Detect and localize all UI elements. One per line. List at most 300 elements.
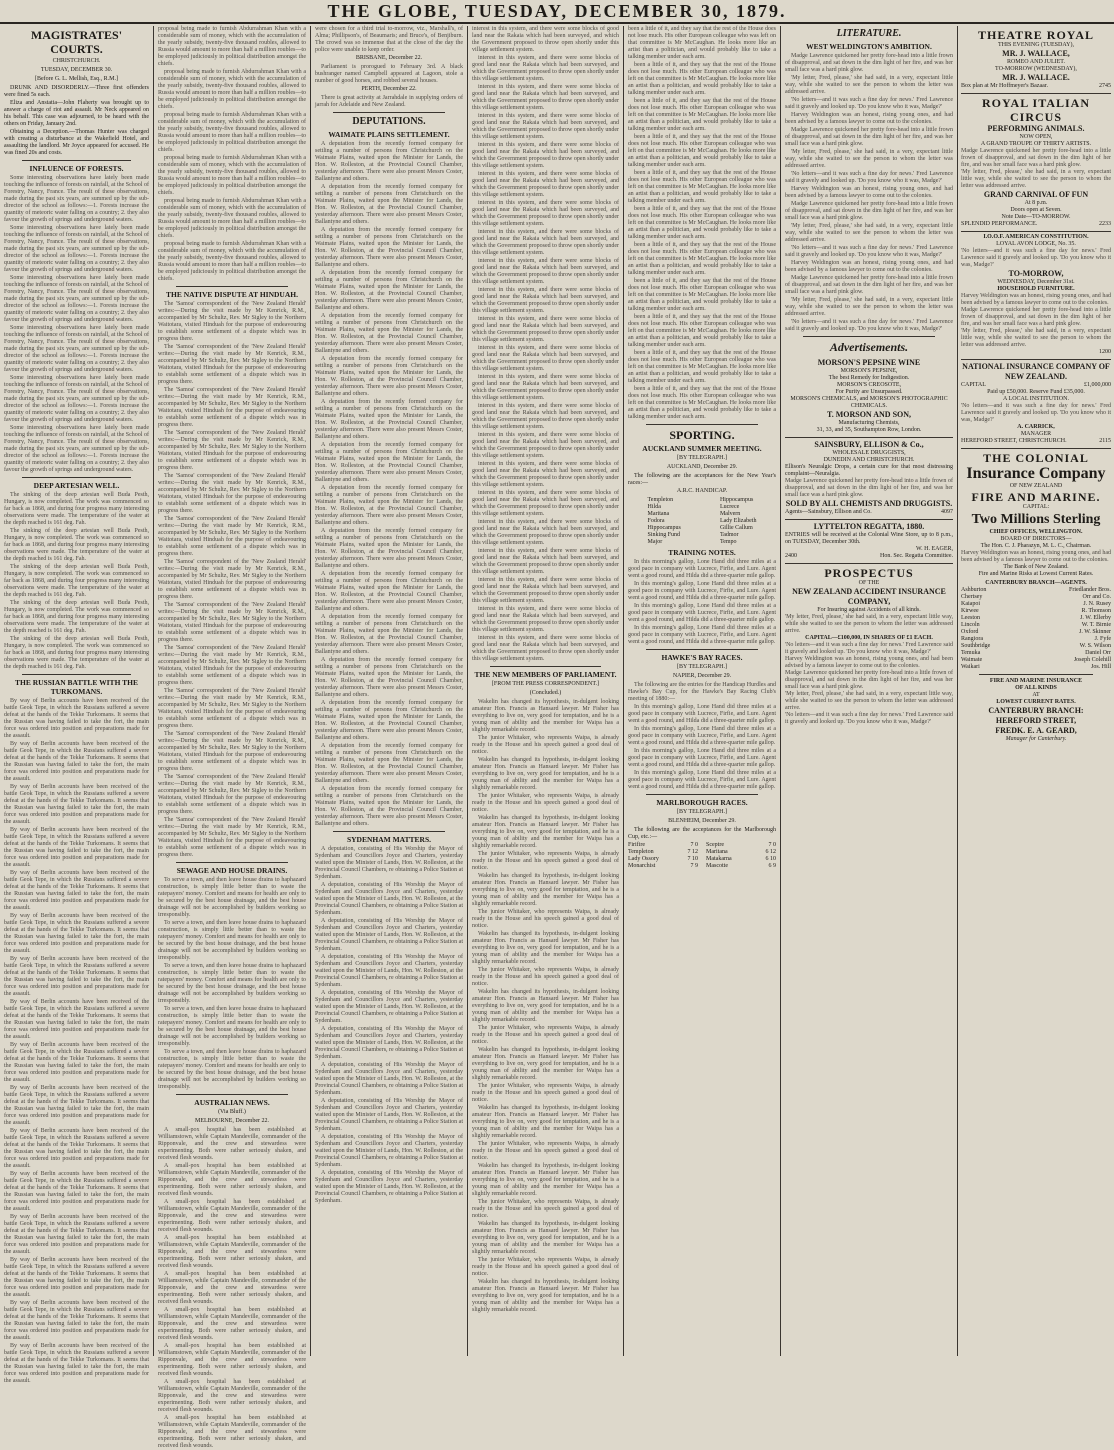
austral-paragraph: A small-pox hospital has been established at Williamstown, while Captain Mandeville, commander of the Ripponvale, and the crew and stewardess were experimenting. Both were rather seriously shaken, and received flesh wounds.: [158, 1163, 306, 1197]
divider: [333, 831, 445, 832]
ad-footer: [961, 83, 1111, 90]
story-paragraph: 'My letter, Fred, please,' she had said, in a very, expectant little way, while she waited to see the person to whom the letter was addressed arrive.: [785, 75, 953, 95]
ad-line: NOW OPEN,: [1019, 134, 1053, 140]
story-paragraph: 'No letters—and it was such a fine day for news.' Fred Lawrence said it gravely and looked up. 'Do you know who it was, Madge?': [785, 97, 953, 110]
column-5: [628, 26, 776, 1356]
artesian-heading: DEEP ARTESIAN WELL.: [33, 481, 120, 490]
article-paragraph: been a little of it, and they say that the rest of the House does not lose much. His other European colleague who was left on that committee is Mr McCaughan. He looks more like an artist than a politician, and would probably like to take a talking member under each arm.: [628, 98, 776, 132]
newmembers-paragraph: Wakelin has changed its hypothesis, in-dulgent looking amateur Hon. Francis as Hansard lawyer. Mr Fisher has everything to live on, very good for temptation, and he is a young man of ability and the member for Waipa has a slightly remarkable record.: [472, 1105, 619, 1139]
article-paragraph: proposal being made to furnish Abdurrahman Khan with a considerable sum of money, which with the accumulation of the yearly subsidy, twenty-five thousand roubles, allowed to Russia would amount to more than half a million roubles—to be employed judiciously in political distribution amongst the chiefs.: [158, 112, 306, 153]
agent-place: Lincoln: [961, 622, 980, 628]
training-paragraph: In this morning's gallop, Lone Hand did three miles at a good pace in company with Lucrece, Firfie, and Lure. Agent went a good round, and Hilda did a three-quarter mile gallop.: [628, 581, 776, 601]
ad-line: Madge Lawrence quickened her pretty fore-head into a little frown of disapproval, and sat down in the dim light of her fire, and was her small face was a hard pink glow.: [785, 478, 953, 498]
ad-line: Doors open at Seven.: [1010, 207, 1062, 213]
literature-heading: LITERATURE.: [836, 28, 902, 39]
story-paragraph: Madge Lawrence quickened her pretty fore-head into a little frown of disapproval, and sat down in the dim light of her fire, and was her small face was a hard pink glow.: [785, 127, 953, 147]
waimate-paragraph: A deputation from the recently formed company for settling a number of persons from Christchurch on the Waimate Plains, waited upon the Minister for Lands, the Hon. W. Rolleston, at the Provincial Council Chamber, yesterday afternoon. There were also present Messrs Coster, Ballantyne and others.: [315, 141, 463, 182]
artesian-paragraph: The sinking of the deep artesian well Buda Pesth, Hungary, is now completed. The work was commenced so far back as 1868, and during four progress many interesting observations were made. The temperature of the water at the depth reached is 161 deg. Fah.: [4, 492, 149, 526]
ad-line: Box plan at Mr Hoffmeyer's Bazaar.: [961, 83, 1048, 89]
horse-name: Hippocampus: [719, 497, 754, 503]
ad-line: Madge Lawrence quickened her pretty fore-head into a little frown of disapproval, and sat down in the dim light of her fire, and was her small face was a hard pink glow.: [961, 148, 1111, 168]
article-paragraph: been a little of it, and they say that the rest of the House does not lose much. His other European colleague who was left on that committee is Mr McCaughan. He looks more like an artist than a politician, and would probably like to take a talking member under each arm.: [628, 206, 776, 240]
court-date: TUESDAY, DECEMBER 30.: [40, 67, 113, 73]
weight-lb: 9: [773, 863, 776, 869]
russian-paragraph: By way of Berlin accounts have been received of the battle Geok Tepe, in which the Russians suffered a severe defeat at the hands of the Tekke Turkomans. It seems that the Russian was having failed to take the fort, the main force was ordered into position and preparations made for the assault.: [4, 1343, 149, 1384]
ad-line: ROMEO AND JULIET.: [1006, 59, 1066, 65]
ad-line: TO-MORROW,: [1008, 269, 1064, 278]
article-paragraph: interest in this system, and there were some blocks of good land near the Rakaia which had been surveyed, and which the Government proposed to throw open shortly under this village settlement system.: [472, 84, 619, 111]
weight-row: [706, 849, 776, 856]
austral-paragraph: A small-pox hospital has been established at Williamstown, while Captain Mandeville, commander of the Ripponvale, and the crew and stewardess were experimenting. Both were rather seriously shaken, and received flesh wounds.: [158, 1271, 306, 1305]
ad-line: LOWEST CURRENT RATES.: [996, 699, 1076, 705]
ad-line: 'My letter, Fred, please,' she had said, in a very, expectant little way, while she waited to see the person to whom the letter was addressed arrive.: [961, 328, 1111, 348]
horse-name: Firifire: [628, 842, 645, 848]
ad-line: Hon. Sec. Regatta Committee.: [880, 553, 953, 559]
austral-paragraph: A small-pox hospital has been established at Williamstown, while Captain Mandeville, commander of the Ripponvale, and the crew and stewardess were experimenting. Both were rather seriously shaken, and received flesh wounds.: [158, 1199, 306, 1233]
column-2: [158, 26, 306, 1449]
newmembers-paragraph: Wakelin has changed its hypothesis, in-dulgent looking amateur Hon. Francis as Hansard lawyer. Mr Fisher has everything to live on, very good for temptation, and he is a young man of ability and the member for Waipa has a slightly remarkable record.: [472, 815, 619, 849]
weight-row: [628, 849, 698, 856]
prospectus-ad: [785, 564, 953, 729]
ad-line: FREDK. E. A. GEARD,: [995, 726, 1077, 735]
training-paragraph: In this morning's gallop, Lone Hand did three miles at a good pace in company with Lucrece, Firfie, and Lure. Agent went a good round, and Hilda did a three-quarter mile gallop.: [628, 559, 776, 579]
ad-footer: [785, 509, 953, 516]
sewage-paragraph: To serve a town, and then leave house drains to haphazard construction, is simply little better than to waste the ratepayers' money. Comfort and means for health are only to be secured by the best house drainage, and the best house drainage will not be accomplished by builders working so irresponsibly.: [158, 963, 306, 1004]
ad-footer: [961, 349, 1111, 356]
weight-row: [706, 863, 776, 870]
story-heading: WEST WELDINGTON'S AMBITION.: [806, 42, 932, 51]
weight-st: 6: [765, 856, 769, 862]
agent-name: W. S. Wilson: [1079, 643, 1111, 649]
ad-signature: W. H. EAGER,: [916, 546, 953, 552]
russian-heading: THE RUSSIAN BATTLE WITH THE TURKOMANS.: [15, 678, 138, 696]
austral-paragraph: A small-pox hospital has been established at Williamstown, while Captain Mandeville, commander of the Ripponvale, and the crew and stewardess were experimenting. Both were rather seriously shaken, and received flesh wounds.: [158, 1307, 306, 1341]
colonial-insurance-ad: [961, 449, 1111, 746]
masthead: [0, 0, 1114, 24]
article-paragraph: interest in this system, and there were some blocks of good land near the Rakaia which had been surveyed, and which the Government proposed to throw open shortly under this village settlement system.: [472, 403, 619, 430]
ad-line: SOLD BY ALL CHEMISTS AND DRUGGISTS.: [785, 499, 953, 508]
newmembers-heading: THE NEW MEMBERS OF PARLIAMENT.: [474, 670, 617, 679]
russian-paragraph: By way of Berlin accounts have been received of the battle Geok Tepe, in which the Russians suffered a severe defeat at the hands of the Tekke Turkomans. It seems that the Russian was having failed to take the fort, the main force was ordered into position and preparations made for the assault.: [4, 698, 149, 739]
russian-paragraph: By way of Berlin accounts have been received of the battle Geok Tepe, in which the Russians suffered a severe defeat at the hands of the Tekke Turkomans. It seems that the Russian was having failed to take the fort, the main force was ordered into position and preparations made for the assault.: [4, 1214, 149, 1255]
ioof-ad: [961, 232, 1111, 360]
article-paragraph: been a little of it, and they say that the rest of the House does not lose much. His other European colleague who was left on that committee is Mr McCaughan. He looks more like an artist than a politician, and would probably like to take a talking member under each arm.: [628, 242, 776, 276]
ad-line: The Hon. C. J. Pharazyn, M. L. C., Chairman.: [980, 543, 1092, 549]
ad-line: 'My letter, Fred, please,' she had said, in a very, expectant little way, while she waited to see the person to whom the letter was addressed arrive.: [785, 691, 953, 711]
divider: [176, 862, 288, 863]
auckland-paragraph: The following are the acceptances for the New Year's races:—: [628, 473, 776, 486]
ad-line: MR. J. WALLACE.: [1002, 73, 1070, 82]
agent-row: [961, 629, 1111, 636]
article-paragraph: interest in this system, and there were some blocks of good land near the Rakaia which had been surveyed, and which the Government proposed to throw open shortly under this village settlement system.: [472, 374, 619, 401]
russian-paragraph: By way of Berlin accounts have been received of the battle Geok Tepe, in which the Russians suffered a severe defeat at the hands of the Tekke Turkomans. It seems that the Russian was having failed to take the fort, the main force was ordered into position and preparations made for the assault.: [4, 784, 149, 825]
hawkes-paragraph: In this morning's gallop, Lone Hand did three miles at a good pace in company with Lucrece, Firfie, and Lure. Agent went a good round, and Hilda did a three-quarter mile gallop.: [628, 770, 776, 790]
horse-name: Tempo: [719, 539, 737, 545]
ad-line: OF NEW ZEALAND: [1009, 483, 1063, 489]
training-paragraph: In this morning's gallop, Lone Hand did three miles at a good pace in company with Lucrece, Firfie, and Lure. Agent went a good round, and Hilda did a three-quarter mile gallop.: [628, 625, 776, 645]
divider: [646, 794, 758, 795]
ad-line: Madge Lawrence quickened her pretty fore-head into a little frown of disapproval, and sat down in the dim light of her fire, and was her small face was a hard pink glow.: [961, 307, 1111, 327]
agent-row: [961, 636, 1111, 643]
ad-line: CAPITAL:: [1022, 504, 1050, 510]
ad-number: 1200: [1099, 349, 1111, 355]
perth-dateline: PERTH, December 22.: [361, 86, 417, 92]
agent-row: [961, 615, 1111, 622]
austral-paragraph: A small-pox hospital has been established at Williamstown, while Captain Mandeville, commander of the Ripponvale, and the crew and stewardess were experimenting. Both were rather seriously shaken, and received flesh wounds.: [158, 1127, 306, 1161]
ad-line: Two Millions Sterling: [971, 512, 1101, 527]
russian-paragraph: By way of Berlin accounts have been received of the battle Geok Tepe, in which the Russians suffered a severe defeat at the hands of the Tekke Turkomans. It seems that the Russian was having failed to take the fort, the main force was ordered into position and preparations made for the assault.: [4, 1257, 149, 1298]
weight-lb: 9: [695, 863, 698, 869]
hawkes-heading: HAWKE'S BAY RACES.: [661, 653, 743, 662]
newmembers-paragraph: The junior Whitaker, who represents Waipa, is already ready in the House and his speech gained a good deal of notice.: [472, 851, 619, 871]
brisbane-dateline: BRISBANE, December 22.: [355, 55, 423, 61]
ad-number: 2233: [1099, 221, 1111, 227]
agent-place: Kirwee: [961, 608, 979, 614]
newmembers-paragraph: The junior Whitaker, who represents Waipa, is already ready in the House and his speech gained a good deal of notice.: [472, 793, 619, 813]
ad-line: A GRAND TROUPE OF THIRTY ARTISTS.: [980, 141, 1092, 147]
article-paragraph: interest in this system, and there were some blocks of good land near the Rakaia which had been surveyed, and which the Government proposed to throw open shortly under this village settlement system.: [472, 258, 619, 285]
ad-line: Manufacturing Chemists,: [838, 420, 900, 426]
article-paragraph: interest in this system, and there were some blocks of good land near the Rakaia which had been surveyed, and which the Government proposed to throw open shortly under this village settlement system.: [472, 461, 619, 488]
agent-place: Waimate: [961, 657, 983, 663]
ad-line: For Insuring against Accidents of all kinds.: [817, 607, 921, 613]
horse-name: Fodora: [647, 518, 665, 524]
horse-name: Maritana: [647, 511, 670, 517]
column-rule: [310, 26, 311, 1356]
divider: [22, 160, 131, 161]
agent-name: J. N. Rusey: [1083, 601, 1111, 607]
ad-line: Note Date—TO-MORROW.: [1001, 214, 1071, 220]
article-paragraph: interest in this system, and there were some blocks of good land near the Rakaia which had been surveyed, and which the Government proposed to throw open shortly under this village settlement system.: [472, 26, 619, 53]
column-rule: [780, 26, 781, 1356]
article-paragraph: been a little of it, and they say that the rest of the House does not lose much. His other European colleague who was left on that committee is Mr McCaughan. He looks more like an artist than a politician, and would probably like to take a talking member under each arm.: [628, 350, 776, 384]
weight-row: [628, 842, 698, 849]
newmembers-paragraph: Wakelin has changed its hypothesis, in-dulgent looking amateur Hon. Francis as Hansard lawyer. Mr Fisher has everything to live on, very good for temptation, and he is a young man of ability and the member for Waipa has a slightly remarkable record.: [472, 1221, 619, 1255]
agent-place: Oxford: [961, 629, 979, 635]
ad-title: PROSPECTUS: [824, 566, 914, 580]
ad-line: CANTERBURY BRANCH:: [988, 706, 1084, 715]
horse-name: Hilda: [647, 504, 661, 510]
weight-st: 7: [768, 842, 772, 848]
agent-row: [961, 587, 1111, 594]
ad-line: OF ALL KINDS: [1015, 685, 1057, 691]
weights-table: [628, 842, 776, 870]
sydenham-paragraph: A deputation, consisting of His Worship the Mayor of Sydenham and Councillors Joyce and Charters, yesterday waited upon the Minister of Lands, Hon. W. Rolleston, at the Provincial Council Chambers, re obtaining a Police Station at Sydenham.: [315, 1098, 463, 1132]
sydenham-paragraph: A deputation, consisting of His Worship the Mayor of Sydenham and Councillors Joyce and Charters, yesterday waited upon the Minister of Lands, Hon. W. Rolleston, at the Provincial Council Chambers, re obtaining a Police Station at Sydenham.: [315, 882, 463, 916]
horse-name: Malvern: [719, 511, 741, 517]
agent-name: Jos. Hill: [1090, 664, 1111, 670]
waimate-paragraph: A deputation from the recently formed company for settling a number of persons from Christchurch on the Waimate Plains, waited upon the Minister for Lands, the Hon. W. Rolleston, at the Provincial Council Chamber, yesterday afternoon. There were also present Messrs Coster, Ballantyne and others.: [315, 614, 463, 655]
sydenham-paragraph: A deputation, consisting of His Worship the Mayor of Sydenham and Councillors Joyce and Charters, yesterday waited upon the Minister of Lands, Hon. W. Rolleston, at the Provincial Council Chambers, re obtaining a Police Station at Sydenham.: [315, 954, 463, 988]
sydenham-paragraph: A deputation, consisting of His Worship the Mayor of Sydenham and Councillors Joyce and Charters, yesterday waited upon the Minister of Lands, Hon. W. Rolleston, at the Provincial Council Chambers, re obtaining a Police Station at Sydenham.: [315, 918, 463, 952]
newmembers-paragraph: Wakelin has changed its hypothesis, in-dulgent looking amateur Hon. Francis as Hansard lawyer. Mr Fisher has everything to live on, very good for temptation, and he is a young man of ability and the member for Waipa has a slightly remarkable record.: [472, 1163, 619, 1197]
divider: [333, 112, 445, 113]
agent-name: J. Fyfe: [1094, 636, 1111, 642]
agent-place: Ashburton: [961, 587, 987, 593]
agent-name: Orr and Co.: [1082, 594, 1111, 600]
story-paragraph: Harvey Weldington was an honest, rising young ones, and had been advised by a famous lawyer to come out to the colonies.: [785, 260, 953, 273]
newmembers-paragraph: The junior Whitaker, who represents Waipa, is already ready in the House and his speech gained a good deal of notice.: [472, 909, 619, 929]
column-1: [4, 26, 149, 1384]
horse-name: Sceptre: [706, 842, 724, 848]
divider: [176, 286, 288, 287]
column-4: [472, 26, 619, 1356]
agent-place: Southbridge: [961, 643, 991, 649]
sydenham-heading: SYDENHAM MATTERS.: [346, 835, 432, 844]
article-paragraph: been a little of it, and they say that the rest of the House does not lose much. His other European colleague who was left on that committee is Mr McCaughan. He looks more like an artist than a politician, and would probably like to take a talking member under each arm.: [628, 26, 776, 60]
divider: [979, 674, 1093, 675]
ad-line: Harvey Weldington was an honest, rising young ones, and had been advised by a famous lawyer to come out to the colonies.: [961, 550, 1111, 563]
weight-lb: 0: [695, 842, 698, 848]
ad-line: BOARD OF DIRECTORS—: [1000, 536, 1072, 542]
court-place: CHRISTCHURCH.: [52, 58, 101, 64]
circus-ad: [961, 94, 1111, 232]
training-heading: TRAINING NOTES.: [668, 548, 736, 557]
article-paragraph: proposal being made to furnish Abdurrahman Khan with a considerable sum of money, which with the accumulation of the yearly subsidy, twenty-five thousand roubles, allowed to Russia would amount to more than half a million roubles—to be employed judiciously in political distribution amongst the chiefs.: [158, 26, 306, 67]
ad-line: The best Remedy for Indigestion.: [828, 375, 910, 381]
ad-line: 31, 33, and 35, Southampton Row, London.: [816, 427, 922, 433]
agent-name: J. W. Skinner: [1078, 629, 1111, 635]
sewage-paragraph: To serve a town, and then leave house drains to haphazard construction, is simply little better than to waste the ratepayers' money. Comfort and means for health are only to be secured by the best house drainage, and the best house drainage will not be accomplished by builders working so irresponsibly.: [158, 920, 306, 961]
ad-line: MANAGER: [1020, 431, 1052, 437]
agent-row: [961, 601, 1111, 608]
ad-line: GRAND CARNIVAL OF FUN: [983, 190, 1089, 199]
article-paragraph: interest in this system, and there were some blocks of good land near the Rakaia which had been surveyed, and which the Government proposed to throw open shortly under this village settlement system.: [472, 519, 619, 546]
article-paragraph: were chosen for a third trial to-morrow, viz., Marshall's, of Alma; Phillipson's, of Beaumaris; and Bruce's, of Benjiburn. The crowd was so immense that at the close of the day the police were unable to keep order.: [315, 26, 463, 53]
pepsine-ad: [785, 356, 953, 438]
weight-st: 7: [690, 863, 694, 869]
austral-paragraph: A small-pox hospital has been established at Williamstown, while Captain Mandeville, commander of the Ripponvale, and the crew and stewardess were experimenting. Both were rather seriously shaken, and received flesh wounds.: [158, 1235, 306, 1269]
natives-paragraph: The 'Samoa' correspondent of the 'New Zealand Herald' writes:—During the visit made by Mr Kenrick, R.M., accompanied by Mr Schultz, Rev. Mr Sigley to the Northern Waitotara, visited Hinduah for the purpose of endeavouring to establish some settlement of a dispute which was in progress there.: [158, 559, 306, 600]
article-paragraph: proposal being made to furnish Abdurrahman Khan with a considerable sum of money, which with the accumulation of the yearly subsidy, twenty-five thousand roubles, allowed to Russia would amount to more than half a million roubles—to be employed judiciously in political distribution amongst the chiefs.: [158, 69, 306, 110]
newmembers-paragraph: Wakelin has changed its hypothesis, in-dulgent looking amateur Hon. Francis as Hansard lawyer. Mr Fisher has everything to live on, very good for temptation, and he is a young man of ability and the member for Waipa has a slightly remarkable record.: [472, 699, 619, 733]
column-rule: [153, 26, 154, 1356]
horse-name: Lady Elizabeth: [719, 518, 757, 524]
weight-row: [706, 842, 776, 849]
weight-lb: 10: [770, 856, 776, 862]
newmembers-paragraph: Wakelin has changed its hypothesis, in-dulgent looking amateur Hon. Francis as Hansard lawyer. Mr Fisher has everything to live on, very good for temptation, and he is a young man of ability and the member for Waipa has a slightly remarkable record.: [472, 757, 619, 791]
ad-line: PERFORMING ANIMALS.: [987, 124, 1085, 133]
training-paragraph: In this morning's gallop, Lone Hand did three miles at a good pace in company with Lucrece, Firfie, and Lure. Agent went a good round, and Hilda did a three-quarter mile gallop.: [628, 603, 776, 623]
auckland-byline: [BY TELEGRAPH.]: [677, 455, 727, 461]
divider: [646, 424, 758, 425]
article-paragraph: interest in this system, and there were some blocks of good land near the Rakaia which had been surveyed, and which the Government proposed to throw open shortly under this village settlement system.: [472, 548, 619, 575]
sewage-paragraph: To serve a town, and then leave house drains to haphazard construction, is simply little better than to waste the ratepayers' money. Comfort and means for health are only to be secured by the best house drainage, and the best house drainage will not be accomplished by builders working so irresponsibly.: [158, 877, 306, 918]
ad-line: FIRE AND MARINE INSURANCE: [989, 678, 1083, 684]
story-paragraph: Madge Lawrence quickened her pretty fore-head into a little frown of disapproval, and sat down in the dim light of her fire, and was her small face was a hard pink glow.: [785, 53, 953, 73]
agent-row: [961, 650, 1111, 657]
ad-line: 'No letters—and it was such a fine day for news.' Fred Lawrence said it gravely and looked up. 'Do you know who it was, Madge?': [961, 248, 1111, 268]
newmembers-paragraph: The junior Whitaker, who represents Waipa, is already ready in the House and his speech gained a good deal of notice.: [472, 1141, 619, 1161]
agent-row: [961, 664, 1111, 671]
agent-row: [961, 608, 1111, 615]
ad-title: SAINSBURY, ELLISON & Co.,: [814, 440, 924, 449]
article-paragraph: interest in this system, and there were some blocks of good land near the Rakaia which had been surveyed, and which the Government proposed to throw open shortly under this village settlement system.: [472, 432, 619, 459]
marlborough-byline: [BY TELEGRAPH.]: [677, 809, 727, 815]
natives-heading: THE NATIVE DISPUTE AT HINDUAH.: [166, 290, 298, 299]
divider: [646, 649, 758, 650]
divider: [803, 336, 935, 337]
austral-city: MELBOURNE, December 22.: [195, 1118, 269, 1124]
natives-paragraph: The 'Samoa' correspondent of the 'New Zealand Herald' writes:—During the visit made by Mr Kenrick, R.M., accompanied by Mr Schultz, Rev. Mr Sigley to the Northern Waitotara, visited Hinduah for the purpose of endeavouring to establish some settlement of a dispute which was in progress there.: [158, 301, 306, 342]
capital-label: CAPITAL: [961, 382, 986, 388]
ad-line: OF THE: [858, 580, 880, 586]
natives-paragraph: The 'Samoa' correspondent of the 'New Zealand Herald' writes:—During the visit made by Mr Kenrick, R.M., accompanied by Mr Schultz, Rev. Mr Sigley to the Northern Waitotara, visited Hinduah for the purpose of endeavouring to establish some settlement of a dispute which was in progress there.: [158, 602, 306, 643]
waimate-paragraph: A deputation from the recently formed company for settling a number of persons from Christchurch on the Waimate Plains, waited upon the Minister for Lands, the Hon. W. Rolleston, at the Provincial Council Chamber, yesterday afternoon. There were also present Messrs Coster, Ballantyne and others.: [315, 743, 463, 784]
russian-paragraph: By way of Berlin accounts have been received of the battle Geok Tepe, in which the Russians suffered a severe defeat at the hands of the Tekke Turkomans. It seems that the Russian was having failed to take the fort, the main force was ordered into position and preparations made for the assault.: [4, 870, 149, 911]
austral-paragraph: A small-pox hospital has been established at Williamstown, while Captain Mandeville, commander of the Ripponvale, and the crew and stewardess were experimenting. Both were rather seriously shaken, and received flesh wounds.: [158, 1343, 306, 1377]
sydenham-paragraph: A deputation, consisting of His Worship the Mayor of Sydenham and Councillors Joyce and Charters, yesterday waited upon the Minister of Lands, Hon. W. Rolleston, at the Provincial Council Chambers, re obtaining a Police Station at Sydenham.: [315, 1170, 463, 1204]
horse-name: Templeton: [647, 497, 674, 503]
ad-line: THIS EVENING (TUESDAY),: [998, 42, 1074, 48]
russian-paragraph: By way of Berlin accounts have been received of the battle Geok Tepe, in which the Russians suffered a severe defeat at the hands of the Tekke Turkomans. It seems that the Russian was having failed to take the fort, the main force was ordered into position and preparations made for the assault.: [4, 1128, 149, 1169]
story-paragraph: Madge Lawrence quickened her pretty fore-head into a little frown of disapproval, and sat down in the dim light of her fire, and was her small face was a hard pink glow.: [785, 201, 953, 221]
natives-paragraph: The 'Samoa' correspondent of the 'New Zealand Herald' writes:—During the visit made by Mr Kenrick, R.M., accompanied by Mr Schultz, Rev. Mr Sigley to the Northern Waitotara, visited Hinduah for the purpose of endeavouring to establish some settlement of a dispute which was in progress there.: [158, 688, 306, 729]
artesian-paragraph: The sinking of the deep artesian well Buda Pesth, Hungary, is now completed. The work was commenced so far back as 1868, and during four progress many interesting observations were made. The temperature of the water at the depth reached is 161 deg. Fah.: [4, 600, 149, 634]
ad-title: I.O.O.F. AMERICAN CONSTITUTION.: [983, 234, 1089, 240]
natives-paragraph: The 'Samoa' correspondent of the 'New Zealand Herald' writes:—During the visit made by Mr Kenrick, R.M., accompanied by Mr Schultz, Rev. Mr Sigley to the Northern Waitotara, visited Hinduah for the purpose of endeavouring to establish some settlement of a dispute which was in progress there.: [158, 430, 306, 471]
forests-paragraph: Some interesting observations have lately been made touching the influence of forests on rainfall, at the School of Forestry, Nancy, France. The result of these observations, made during the past six years, are summed up by the sub-director of the school as follows:—1. Forests increase the quantity of meteoric water falling on a country; 2. they also favour the growth of springs and underground waters.: [4, 375, 149, 423]
ad-line: For Purity are Unsurpassed.: [835, 389, 903, 395]
ad-line: Ellison's Neuralgic Drops, a certain cure for that most distressing complaint—Neuralgia.: [785, 464, 953, 477]
agent-name: R. Thomson: [1081, 608, 1111, 614]
newmembers-paragraph: Wakelin has changed its hypothesis, in-dulgent looking amateur Hon. Francis as Hansard lawyer. Mr Fisher has everything to live on, very good for temptation, and he is a young man of ability and the member for Waipa has a slightly remarkable record.: [472, 931, 619, 965]
column-6: [785, 26, 953, 1356]
natives-paragraph: The 'Samoa' correspondent of the 'New Zealand Herald' writes:—During the visit made by Mr Kenrick, R.M., accompanied by Mr Schultz, Rev. Mr Sigley to the Northern Waitotara, visited Hinduah for the purpose of endeavouring to establish some settlement of a dispute which was in progress there.: [158, 473, 306, 514]
ad-line: MORSON'S CHEMICALS, and MORSON'S PHOTOGRAPHIC CHEMICALS.: [790, 396, 948, 409]
agent-name: Friedlander Bros.: [1069, 587, 1111, 593]
hawkes-paragraph: In this morning's gallop, Lone Hand did three miles at a good pace in company with Lucrece, Firfie, and Lure. Agent went a good round, and Hilda did a three-quarter mile gallop.: [628, 748, 776, 768]
newmembers-paragraph: Wakelin has changed its hypothesis, in-dulgent looking amateur Hon. Francis as Hansard lawyer. Mr Fisher has everything to live on, very good for temptation, and he is a young man of ability and the member for Waipa has a slightly remarkable record.: [472, 989, 619, 1023]
agent-place: Temuka: [961, 650, 981, 656]
article-paragraph: interest in this system, and there were some blocks of good land near the Rakaia which had been surveyed, and which the Government proposed to throw open shortly under this village settlement system.: [472, 635, 619, 662]
artesian-paragraph: The sinking of the deep artesian well Buda Pesth, Hungary, is now completed. The work was commenced so far back as 1868, and during four progress many interesting observations were made. The temperature of the water at the depth reached is 161 deg. Fah.: [4, 636, 149, 670]
story-paragraph: 'My letter, Fred, please,' she had said, in a very, expectant little way, while she waited to see the person to whom the letter was addressed arrive.: [785, 149, 953, 169]
story-paragraph: Madge Lawrence quickened her pretty fore-head into a little frown of disapproval, and sat down in the dim light of her fire, and was her small face was a hard pink glow.: [785, 275, 953, 295]
article-paragraph: been a little of it, and they say that the rest of the House does not lose much. His other European colleague who was left on that committee is Mr McCaughan. He looks more like an artist than a politician, and would probably like to take a talking member under each arm.: [628, 134, 776, 168]
story-paragraph: 'My letter, Fred, please,' she had said, in a very, expectant little way, while she waited to see the person to whom the letter was addressed arrive.: [785, 297, 953, 317]
horse-name: Gillie Callum: [719, 525, 753, 531]
newmembers-paragraph: The junior Whitaker, who represents Waipa, is already ready in the House and his speech gained a good deal of notice.: [472, 967, 619, 987]
ad-title: LYTTELTON REGATTA, 1880.: [813, 522, 925, 531]
divider: [176, 1094, 288, 1095]
ad-number: 2115: [1099, 438, 1111, 444]
brisbane-paragraph: Parliament is prorogued to February 3rd. A black bushranger named Campbell appeared at Lagoon, stole a number of good horses, and robbed several houses.: [315, 64, 463, 84]
ad-line: DUNEDIN AND CHRISTCHURCH.: [823, 457, 915, 463]
agents-list: [961, 587, 1111, 671]
article-paragraph: interest in this system, and there were some blocks of good land near the Rakaia which had been surveyed, and which the Government proposed to throw open shortly under this village settlement system.: [472, 345, 619, 372]
waimate-paragraph: A deputation from the recently formed company for settling a number of persons from Christchurch on the Waimate Plains, waited upon the Minister for Lands, the Hon. W. Rolleston, at the Provincial Council Chamber, yesterday afternoon. There were also present Messrs Coster, Ballantyne and others.: [315, 657, 463, 698]
ad-line: AT: [1032, 692, 1040, 698]
hawkes-paragraph: In this morning's gallop, Lone Hand did three miles at a good pace in company with Lucrece, Firfie, and Lure. Agent went a good round, and Hilda did a three-quarter mile gallop.: [628, 726, 776, 746]
sydenham-paragraph: A deputation, consisting of His Worship the Mayor of Sydenham and Councillors Joyce and Charters, yesterday waited upon the Minister of Lands, Hon. W. Rolleston, at the Provincial Council Chambers, re obtaining a Police Station at Sydenham.: [315, 846, 463, 880]
russian-paragraph: By way of Berlin accounts have been received of the battle Geok Tepe, in which the Russians suffered a severe defeat at the hands of the Tekke Turkomans. It seems that the Russian was having failed to take the fort, the main force was ordered into position and preparations made for the assault.: [4, 1042, 149, 1083]
agent-place: Chertsey: [961, 594, 983, 600]
russian-paragraph: By way of Berlin accounts have been received of the battle Geok Tepe, in which the Russians suffered a severe defeat at the hands of the Tekke Turkomans. It seems that the Russian was having failed to take the fort, the main force was ordered into position and preparations made for the assault.: [4, 913, 149, 954]
agent-row: [961, 594, 1111, 601]
horse-name: Major: [647, 539, 663, 545]
weight-row: [628, 856, 698, 863]
weight-row: [706, 856, 776, 863]
ad-line: NEW ZEALAND ACCIDENT INSURANCE COMPANY,: [792, 587, 946, 606]
natives-paragraph: The 'Samoa' correspondent of the 'New Zealand Herald' writes:—During the visit made by Mr Kenrick, R.M., accompanied by Mr Schultz, Rev. Mr Sigley to the Northern Waitotara, visited Hinduah for the purpose of endeavouring to establish some settlement of a dispute which was in progress there.: [158, 817, 306, 858]
ad-line: WEDNESDAY, December 31st.: [997, 279, 1075, 285]
agent-row: [961, 622, 1111, 629]
capital-row: [961, 382, 1111, 389]
waimate-paragraph: A deputation from the recently formed company for settling a number of persons from Christchurch on the Waimate Plains, waited upon the Minister for Lands, the Hon. W. Rolleston, at the Provincial Council Chamber, yesterday afternoon. There were also present Messrs Coster, Ballantyne and others.: [315, 270, 463, 311]
column-rule: [623, 26, 624, 1356]
sewage-heading: SEWAGE AND HOUSE DRAINS.: [176, 866, 288, 875]
hawkes-byline: [BY TELEGRAPH.]: [677, 664, 727, 670]
article-paragraph: been a little of it, and they say that the rest of the House does not lose much. His other European colleague who was left on that committee is Mr McCaughan. He looks more like an artist than a politician, and would probably like to take a talking member under each arm.: [628, 314, 776, 348]
natives-paragraph: The 'Samoa' correspondent of the 'New Zealand Herald' writes:—During the visit made by Mr Kenrick, R.M., accompanied by Mr Schultz, Rev. Mr Sigley to the Northern Waitotara, visited Hinduah for the purpose of endeavouring to establish some settlement of a dispute which was in progress there.: [158, 387, 306, 428]
waimate-paragraph: A deputation from the recently formed company for settling a number of persons from Christchurch on the Waimate Plains, waited upon the Minister for Lands, the Hon. W. Rolleston, at the Provincial Council Chamber, yesterday afternoon. There were also present Messrs Coster, Ballantyne and others.: [315, 485, 463, 526]
ad-line: MORSON'S PEPSINE,: [840, 368, 898, 374]
horse-name: Tadmor: [719, 532, 739, 538]
natives-paragraph: The 'Samoa' correspondent of the 'New Zealand Herald' writes:—During the visit made by Mr Kenrick, R.M., accompanied by Mr Schultz, Rev. Mr Sigley to the Northern Waitotara, visited Hinduah for the purpose of endeavouring to establish some settlement of a dispute which was in progress there.: [158, 645, 306, 686]
divider: [22, 674, 131, 675]
horse-name: Monarchist: [628, 863, 656, 869]
ad-title: Insurance Company: [966, 465, 1106, 482]
article-paragraph: proposal being made to furnish Abdurrahman Khan with a considerable sum of money, which with the accumulation of the yearly subsidy, twenty-five thousand roubles, allowed to Russia would amount to more than half a million roubles—to be employed judiciously in political distribution amongst the chiefs.: [158, 155, 306, 196]
ad-line: TO-MORROW (WEDNESDAY),: [995, 66, 1077, 72]
ad-line: CHIEF OFFICES, WELLINGTON.: [989, 529, 1083, 535]
agent-name: Joseph Colehill: [1073, 657, 1111, 663]
horse-name: Hippocampus: [647, 525, 681, 531]
forests-paragraph: Some interesting observations have lately been made touching the influence of forests on rainfall, at the School of Forestry, Nancy, France. The result of these observations, made during the past six years, are summed up by the sub-director of the school as follows:—1. Forests increase the quantity of meteoric water falling on a country; 2. they also favour the growth of springs and underground waters.: [4, 225, 149, 273]
article-paragraph: interest in this system, and there were some blocks of good land near the Rakaia which had been surveyed, and which the Government proposed to throw open shortly under this village settlement system.: [472, 55, 619, 82]
artesian-paragraph: The sinking of the deep artesian well Buda Pesth, Hungary, is now completed. The work was commenced so far back as 1868, and during four progress many interesting observations were made. The temperature of the water at the depth reached is 161 deg. Fah.: [4, 564, 149, 598]
capital-value: £1,000,000: [1084, 382, 1111, 388]
ad-line: HEREFORD STREET, CHRISTCHURCH.: [961, 438, 1067, 444]
russian-paragraph: By way of Berlin accounts have been received of the battle Geok Tepe, in which the Russians suffered a severe defeat at the hands of the Tekke Turkomans. It seems that the Russian was having failed to take the fort, the main force was ordered into position and preparations made for the assault.: [4, 1171, 149, 1212]
story-paragraph: 'No letters—and it was such a fine day for news.' Fred Lawrence said it gravely and looked up. 'Do you know who it was, Madge?': [785, 171, 953, 184]
court-paragraph: DRUNK AND DISORDERLY.—Three first offenders were fined 5s each.: [4, 85, 149, 98]
article-paragraph: interest in this system, and there were some blocks of good land near the Rakaia which had been surveyed, and which the Government proposed to throw open shortly under this village settlement system.: [472, 142, 619, 169]
article-paragraph: interest in this system, and there were some blocks of good land near the Rakaia which had been surveyed, and which the Government proposed to throw open shortly under this village settlement system.: [472, 171, 619, 198]
forests-paragraph: Some interesting observations have lately been made touching the influence of forests on rainfall, at the School of Forestry, Nancy, France. The result of these observations, made during the past six years, are summed up by the sub-director of the school as follows:—1. Forests increase the quantity of meteoric water falling on a country; 2. they also favour the growth of springs and underground waters.: [4, 325, 149, 373]
ad-line: Agents—Sainsbury, Ellison and Co.: [785, 509, 872, 515]
article-paragraph: interest in this system, and there were some blocks of good land near the Rakaia which had been surveyed, and which the Government proposed to throw open shortly under this village settlement system.: [472, 316, 619, 343]
ad-line: WHOLESALE DRUGGISTS,: [832, 450, 906, 456]
natives-paragraph: The 'Samoa' correspondent of the 'New Zealand Herald' writes:—During the visit made by Mr Kenrick, R.M., accompanied by Mr Schultz, Rev. Mr Sigley to the Northern Waitotara, visited Hinduah for the purpose of endeavouring to establish some settlement of a dispute which was in progress there.: [158, 516, 306, 557]
court-paragraph: Obtaining a Deception.—Thomas Hunter was charged with creating a disturbance at the Wakefield Hotel, and assaulting the landlord. Mr Joyce appeared for accused. He was fined 20s and costs.: [4, 129, 149, 156]
marlborough-dateline: BLENHEIM, December 29.: [668, 818, 736, 824]
newmembers-paragraph: Wakelin has changed its hypothesis, in-dulgent looking amateur Hon. Francis as Hansard lawyer. Mr Fisher has everything to live on, very good for temptation, and he is a young man of ability and the member for Waipa has a slightly remarkable record.: [472, 1279, 619, 1313]
court-heading: MAGISTRATES' COURTS.: [30, 28, 123, 56]
ad-number: 2400: [785, 553, 797, 559]
divider: [22, 477, 131, 478]
sydenham-paragraph: A deputation, consisting of His Worship the Mayor of Sydenham and Councillors Joyce and Charters, yesterday waited upon the Minister of Lands, Hon. W. Rolleston, at the Provincial Council Chambers, re obtaining a Police Station at Sydenham.: [315, 1134, 463, 1168]
newmembers-paragraph: The junior Whitaker, who represents Waipa, is already ready in the House and his speech gained a good deal of notice.: [472, 735, 619, 755]
ad-title: MORSON'S PEPSINE WINE: [817, 358, 921, 367]
weight-st: 6: [765, 849, 769, 855]
marlborough-paragraph: The following are the acceptances for the Marlborough Cup, etc.:—: [628, 827, 776, 840]
agent-place: Rangiora: [961, 636, 983, 642]
hawkes-paragraph: The following are the entries for the Handicap Hurdles and Hawke's Bay Cup, for the Hawke's Bay Racing Club's meeting of 1880:—: [628, 682, 776, 702]
newmembers-paragraph: The junior Whitaker, who represents Waipa, is already ready in the House and his speech gained a good deal of notice.: [472, 1257, 619, 1277]
ad-title: THEATRE ROYAL: [977, 28, 1095, 42]
ad-line: Fire and Marine Risks at Lowest Current Rates.: [978, 571, 1094, 577]
waimate-paragraph: A deputation from the recently formed company for settling a number of persons from Christchurch on the Waimate Plains, waited upon the Minister for Lands, the Hon. W. Rolleston, at the Provincial Council Chamber, yesterday afternoon. There were also present Messrs Coster, Ballantyne and others.: [315, 399, 463, 440]
ad-line: 'My letter, Fred, please,' she had said, in a very, expectant little way, while she waited to see the person to whom the letter was addressed arrive.: [785, 614, 953, 634]
article-paragraph: proposal being made to furnish Abdurrahman Khan with a considerable sum of money, which with the accumulation of the yearly subsidy, twenty-five thousand roubles, allowed to Russia would amount to more than half a million roubles—to be employed judiciously in political distribution amongst the chiefs.: [158, 198, 306, 239]
weight-row: [628, 863, 698, 870]
auckland-dateline: AUCKLAND, December 29.: [666, 464, 738, 470]
agent-place: Leeston: [961, 615, 980, 621]
russian-paragraph: By way of Berlin accounts have been received of the battle Geok Tepe, in which the Russians suffered a severe defeat at the hands of the Tekke Turkomans. It seems that the Russian was having failed to take the fort, the main force was ordered into position and preparations made for the assault.: [4, 741, 149, 782]
waimate-paragraph: A deputation from the recently formed company for settling a number of persons from Christchurch on the Waimate Plains, waited upon the Minister for Lands, the Hon. W. Rolleston, at the Provincial Council Chamber, yesterday afternoon. There were also present Messrs Coster, Ballantyne and others.: [315, 700, 463, 741]
